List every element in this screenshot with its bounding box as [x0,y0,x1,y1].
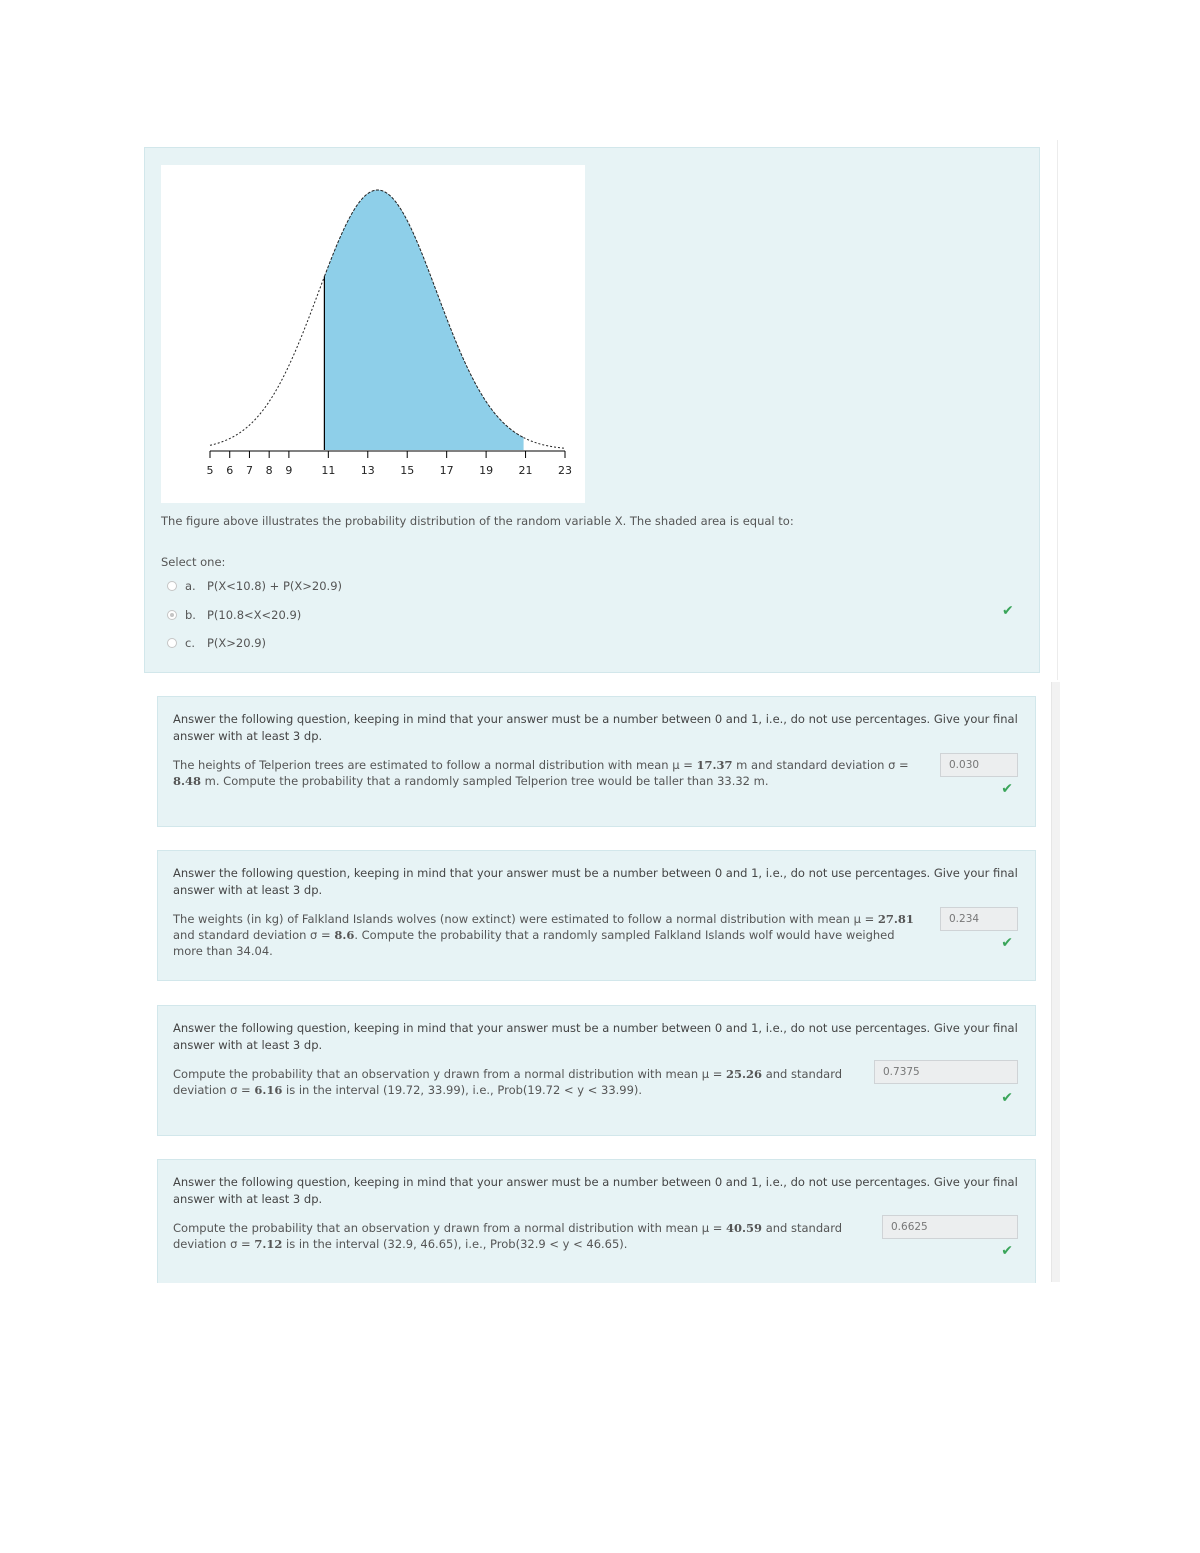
select-one-label: Select one: [161,555,226,569]
radio-b[interactable] [167,610,177,620]
question-text-part: The heights of Telperion trees are estimated to follow a normal distribution with mean μ = [173,758,697,772]
scrollbar[interactable] [1051,682,1060,1282]
curve-left-tail [210,277,324,446]
radio-c[interactable] [167,638,177,648]
question-prompt: The figure above illustrates the probability distribution of the random variable X. The shaded area is equal to: [161,514,794,528]
x-tick-label: 19 [479,464,494,477]
question-text [173,757,923,789]
question-text-part: and standard deviation σ = [173,1067,843,1097]
option-b[interactable] [167,606,301,624]
x-tick-label: 9 [285,464,293,477]
question-text-part: is in the interval (32.9, 46.65), i.e., Prob(32.9 < y < 46.65). [282,1237,628,1251]
answer-input[interactable]: 0.6625 [882,1215,1018,1239]
question-text [173,1220,853,1252]
question-instructions: Answer the following question, keeping in mind that your answer must be a number between 0 and 1, i.e., do not use percentages. Give your final answer with at least 3 dp. [173,866,1018,897]
mean-value: 25.26 [726,1067,763,1081]
x-tick-label: 8 [265,464,273,477]
option-letter: a. [185,579,196,593]
x-tick-label: 17 [439,464,454,477]
curve-right-tail [524,438,565,449]
option-c[interactable] [167,634,266,652]
option-a[interactable] [167,577,342,595]
radio-a[interactable] [167,581,177,591]
mean-value: 40.59 [726,1221,763,1235]
question-card-1 [144,147,1040,673]
page-border-line [1057,140,1058,680]
x-tick-label: 13 [360,464,375,477]
x-tick-label: 21 [518,464,533,477]
sd-value: 6.16 [254,1083,283,1097]
question-text-part: The weights (in kg) of Falkland Islands wolves (now extinct) were estimated to follow a normal distribution with mean μ = [173,912,878,926]
correct-check-icon: ✔ [1002,603,1014,619]
question-text-part: Compute the probability that an observation y drawn from a normal distribution with mean μ = [173,1221,727,1235]
question-text-part: Compute the probability that an observation y drawn from a normal distribution with mean μ = [173,1067,727,1081]
question-text-part: . Compute the probability that a randomly sampled Falkland Islands wolf would have weighed more than 34.04. [173,928,895,958]
x-tick-label: 6 [226,464,234,477]
x-tick-label: 7 [245,464,253,477]
question-instructions: Answer the following question, keeping in mind that your answer must be a number between 0 and 1, i.e., do not use percentages. Give your final answer with at least 3 dp. [173,1175,1018,1206]
question-text-part: m. Compute the probability that a randomly sampled Telperion tree would be taller than 33.32 m. [201,774,769,788]
distribution-figure [161,165,585,503]
sd-value: 7.12 [254,1237,283,1251]
answer-input[interactable]: 0.234 [940,907,1018,931]
question-text-part: and standard deviation σ = [173,928,335,942]
sd-value: 8.48 [173,774,202,788]
shaded-area [324,190,523,450]
x-tick-label: 15 [400,464,415,477]
question-card-3 [157,850,1036,981]
correct-check-icon: ✔ [1001,1090,1013,1106]
x-tick-label: 23 [558,464,572,477]
correct-check-icon: ✔ [1001,935,1013,951]
normal-curve-chart [161,165,585,503]
option-letter: c. [185,636,195,650]
question-text-part: and standard deviation σ = [173,1221,843,1251]
answer-input[interactable]: 0.030 [940,753,1018,777]
question-card-4 [157,1005,1036,1136]
question-text-part: is in the interval (19.72, 33.99), i.e., Prob(19.72 < y < 33.99). [282,1083,643,1097]
mean-value: 17.37 [696,758,733,772]
mean-value: 27.81 [877,912,914,926]
question-card-5 [157,1159,1036,1283]
question-instructions: Answer the following question, keeping in mind that your answer must be a number between 0 and 1, i.e., do not use percentages. Give your final answer with at least 3 dp. [173,712,1018,743]
sd-value: 8.6 [334,928,355,942]
correct-check-icon: ✔ [1001,781,1013,797]
option-text: P(X<10.8) + P(X>20.9) [207,579,343,593]
question-card-2 [157,696,1036,827]
option-text: P(10.8<X<20.9) [207,608,302,622]
option-text: P(X>20.9) [207,636,267,650]
answer-input[interactable]: 0.7375 [874,1060,1018,1084]
option-letter: b. [185,608,196,622]
x-tick-label: 5 [206,464,214,477]
question-text [173,1066,853,1098]
question-text-part: m and standard deviation σ = [732,758,909,772]
question-text [173,911,923,959]
correct-check-icon: ✔ [1001,1243,1013,1259]
question-instructions: Answer the following question, keeping in mind that your answer must be a number between 0 and 1, i.e., do not use percentages. Give your final answer with at least 3 dp. [173,1021,1018,1052]
x-tick-label: 11 [321,464,336,477]
